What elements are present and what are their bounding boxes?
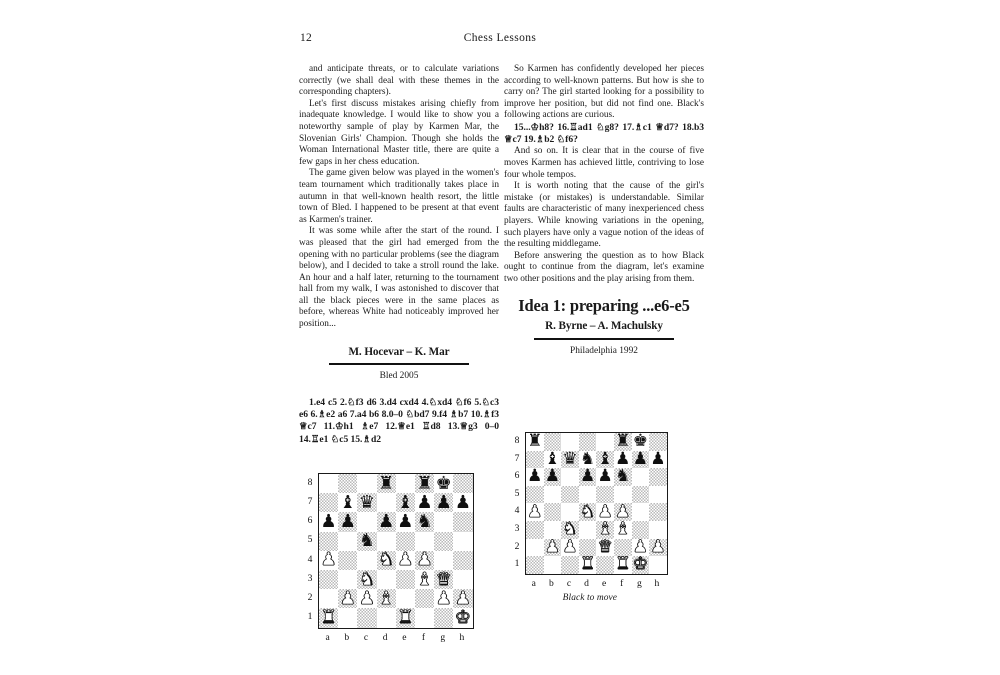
- file-label-b: b: [548, 577, 554, 589]
- square-c6: [357, 512, 376, 531]
- square-c2: [561, 539, 579, 557]
- square-f7: [415, 493, 434, 512]
- square-a4: [526, 503, 544, 521]
- square-a8: [526, 433, 544, 451]
- square-g1: [434, 608, 453, 627]
- black-pawn-h7: ♟: [650, 450, 666, 469]
- square-e6: [396, 512, 415, 531]
- black-pawn-h7: ♟: [454, 493, 471, 513]
- white-pawn-h2: ♟: [454, 589, 471, 609]
- rank-label-8: 8: [514, 435, 520, 446]
- running-head: [300, 32, 700, 48]
- square-d2: [377, 589, 396, 608]
- file-labels-left: [318, 629, 474, 642]
- square-c4: [357, 551, 376, 570]
- white-knight-d4: ♞: [579, 503, 596, 521]
- square-c8: [561, 433, 579, 451]
- black-knight-f6: ♞: [615, 468, 631, 486]
- square-g2: [434, 589, 453, 608]
- square-d6: [377, 512, 396, 531]
- chessboard-right: [525, 432, 668, 575]
- square-b1: [338, 608, 357, 627]
- rank-label-2: 2: [514, 540, 520, 552]
- square-h7: [453, 493, 472, 512]
- black-pawn-d6: ♟: [378, 512, 395, 532]
- square-g4: [434, 551, 453, 570]
- white-pawn-h2: ♟: [650, 538, 666, 557]
- square-f4: [415, 551, 434, 570]
- square-g8: [434, 474, 453, 493]
- white-pawn-f4: ♟: [615, 503, 631, 521]
- square-c6: [561, 468, 579, 486]
- rank-labels-left: [305, 473, 318, 627]
- black-pawn-g7: ♟: [435, 493, 452, 513]
- rank-label-3: 3: [307, 572, 313, 584]
- white-pawn-a4: ♟: [320, 550, 337, 570]
- square-e3: [396, 570, 415, 589]
- white-knight-c3: ♞: [358, 569, 376, 590]
- square-d8: [579, 433, 597, 451]
- square-h4: [453, 551, 472, 570]
- white-pawn-f4: ♟: [416, 550, 433, 570]
- black-rook-f8: ♜: [416, 474, 433, 494]
- square-b8: [338, 474, 357, 493]
- paragraph: The game given below was played in the women's team tournament which traditionally takes place in autumn in that well-known health resort, the little town of Bled. I happened to be present at that event as Karmen's trainer.: [299, 168, 499, 225]
- game-players-left: M. Hocevar – K. Mar: [348, 345, 450, 358]
- black-knight-d7: ♞: [579, 450, 596, 469]
- black-rook-d8: ♜: [378, 474, 395, 494]
- square-h1: [453, 608, 472, 627]
- file-label-d: d: [584, 577, 589, 589]
- square-b2: [544, 539, 562, 557]
- square-g2: [632, 539, 650, 557]
- white-knight-d4: ♞: [378, 550, 395, 570]
- square-c3: [561, 521, 579, 539]
- square-b2: [338, 589, 357, 608]
- white-bishop-f3: ♝: [615, 520, 631, 539]
- file-label-h: h: [459, 631, 465, 643]
- square-g8: [632, 433, 650, 451]
- black-bishop-e7: ♝: [597, 450, 613, 469]
- black-queen-c7: ♛: [358, 493, 376, 513]
- square-g7: [434, 493, 453, 512]
- paragraph: It is worth noting that the cause of the girl's mistake (or mistakes) is understandable. Similar faults are characteristic of many inexperienced chess players. While knowing variations in the opening, such players have only a vague notion of the ideas of the resulting middlegame.: [504, 181, 704, 250]
- move-list-left: 1.e4 c5 2.♘f3 d6 3.d4 cxd4 4.♘xd4 ♘f6 5.♘c3 e6 6.♗e2 a6 7.a4 b6 8.0–0 ♘bd7 9.f4 ♗b7 10.♗f3 ♕c7 11.♔h1 ♗e7 12.♕e1 ♖d8 13.♕g3 0–0 14.♖e1 ♘c5 15.♗d2: [299, 397, 499, 445]
- square-b8: [544, 433, 562, 451]
- square-c1: [561, 556, 579, 574]
- square-d3: [579, 521, 597, 539]
- white-queen-e2: ♛: [597, 538, 613, 557]
- white-bishop-d2: ♝: [378, 589, 395, 609]
- square-b7: [338, 493, 357, 512]
- white-king-h1: ♚: [454, 608, 471, 628]
- rank-label-8: 8: [307, 476, 313, 488]
- square-g1: [632, 556, 650, 574]
- rank-label-6: 6: [307, 515, 313, 527]
- square-a3: [526, 521, 544, 539]
- square-h3: [453, 570, 472, 589]
- rank-label-4: 4: [307, 553, 313, 565]
- square-h2: [453, 589, 472, 608]
- square-h8: [649, 433, 667, 451]
- square-c7: [561, 451, 579, 469]
- file-label-a: a: [325, 631, 330, 643]
- file-labels-right: [525, 575, 668, 588]
- white-pawn-e4: ♟: [597, 503, 613, 521]
- black-rook-a8: ♜: [527, 433, 543, 451]
- move-list-right: 15...♔h8? 16.♖ad1 ♘g8? 17.♗c1 ♕d7? 18.b3 ♕c7 19.♗b2 ♘f6?: [504, 121, 704, 146]
- square-d1: [377, 608, 396, 627]
- white-bishop-f3: ♝: [416, 569, 433, 590]
- file-label-c: c: [363, 631, 369, 643]
- square-h5: [453, 532, 472, 551]
- square-f8: [614, 433, 632, 451]
- square-e2: [596, 539, 614, 557]
- square-b7: [544, 451, 562, 469]
- black-knight-f6: ♞: [416, 512, 433, 532]
- game-event-left: Bled 2005: [379, 371, 419, 382]
- square-h7: [649, 451, 667, 469]
- black-rook-f8: ♜: [615, 433, 631, 451]
- square-d5: [377, 532, 396, 551]
- square-c7: [357, 493, 376, 512]
- square-c3: [357, 570, 376, 589]
- paragraph: It was some while after the start of the round. I was pleased that the girl had emerged from the opening with no particular problems (see the diagram below), and I decided to take a stroll round the lake. An hour and a half later, returning to the tournament hall from my walk, I was astonished to discover that all the black pieces were in the same places as before, whereas White had noticeably improved her position...: [299, 226, 499, 330]
- file-label-d: d: [382, 631, 388, 643]
- rank-label-6: 6: [514, 470, 520, 482]
- square-b6: [544, 468, 562, 486]
- square-a1: [319, 608, 338, 627]
- square-e4: [396, 551, 415, 570]
- square-h5: [649, 486, 667, 504]
- square-a5: [319, 532, 338, 551]
- idea-heading: Idea 1: preparing ...e6-e5: [518, 295, 690, 315]
- square-e1: [396, 608, 415, 627]
- black-bishop-b7: ♝: [544, 450, 561, 469]
- rank-label-1: 1: [307, 611, 313, 623]
- white-pawn-g2: ♟: [632, 538, 648, 557]
- game-event-right: Philadelphia 1992: [570, 345, 638, 356]
- file-label-g: g: [440, 631, 446, 643]
- black-pawn-a6: ♟: [320, 512, 337, 532]
- square-b5: [544, 486, 562, 504]
- square-h1: [649, 556, 667, 574]
- file-label-g: g: [636, 577, 642, 589]
- chessboard-left: [318, 473, 474, 629]
- black-king-g8: ♚: [632, 433, 648, 451]
- square-e5: [596, 486, 614, 504]
- square-e7: [596, 451, 614, 469]
- file-label-f: f: [620, 577, 624, 589]
- square-g6: [632, 468, 650, 486]
- square-e2: [396, 589, 415, 608]
- square-e5: [396, 532, 415, 551]
- square-h4: [649, 503, 667, 521]
- square-a8: [319, 474, 338, 493]
- paragraph: So Karmen has confidently developed her pieces according to well-known patterns. But how is she to carry on? The girl started looking for a possibility to improve her position, but did not find one. Black's following actions are curious.: [504, 64, 704, 121]
- square-d2: [579, 539, 597, 557]
- square-h6: [649, 468, 667, 486]
- running-title: Chess Lessons: [463, 32, 537, 44]
- white-pawn-b2: ♟: [339, 589, 356, 609]
- black-king-g8: ♚: [435, 474, 452, 494]
- square-d8: [377, 474, 396, 493]
- square-d1: [579, 556, 597, 574]
- rank-labels-right: [512, 432, 525, 573]
- black-pawn-a6: ♟: [527, 468, 543, 486]
- black-pawn-f7: ♟: [416, 493, 433, 513]
- square-a7: [526, 451, 544, 469]
- game-players-right: R. Byrne – A. Machulsky: [545, 320, 663, 333]
- black-pawn-f7: ♟: [615, 450, 631, 469]
- rank-label-5: 5: [307, 534, 313, 546]
- white-rook-f1: ♜: [615, 556, 631, 574]
- square-g5: [434, 532, 453, 551]
- square-a1: [526, 556, 544, 574]
- square-a5: [526, 486, 544, 504]
- square-d6: [579, 468, 597, 486]
- square-c1: [357, 608, 376, 627]
- rank-label-3: 3: [514, 522, 520, 534]
- square-e7: [396, 493, 415, 512]
- square-f8: [415, 474, 434, 493]
- white-pawn-e4: ♟: [397, 550, 414, 570]
- square-d4: [377, 551, 396, 570]
- square-d7: [579, 451, 597, 469]
- paragraph: Let's first discuss mistakes arising chiefly from inadequate knowledge. I would like to show you a noteworthy sample of play by Karmen Mar, the Slovenian Girls' Champion. Though she holds the Woman International Master title, there are quite a few gaps in her chess education.: [299, 98, 499, 167]
- file-label-f: f: [421, 631, 426, 643]
- white-rook-a1: ♜: [320, 608, 337, 628]
- square-d4: [579, 503, 597, 521]
- file-label-e: e: [402, 631, 407, 643]
- square-f5: [415, 532, 434, 551]
- rank-label-5: 5: [514, 487, 520, 499]
- black-queen-c7: ♛: [562, 450, 578, 469]
- rank-label-4: 4: [514, 505, 520, 517]
- square-h3: [649, 521, 667, 539]
- square-g6: [434, 512, 453, 531]
- square-f1: [614, 556, 632, 574]
- square-e4: [596, 503, 614, 521]
- paragraph: and anticipate threats, or to calculate variations correctly (we shall deal with these themes in the corresponding chapters).: [299, 64, 499, 98]
- square-b4: [544, 503, 562, 521]
- square-b3: [338, 570, 357, 589]
- square-c5: [357, 532, 376, 551]
- rank-label-1: 1: [514, 558, 520, 570]
- square-f2: [415, 589, 434, 608]
- square-g7: [632, 451, 650, 469]
- square-h2: [649, 539, 667, 557]
- square-h8: [453, 474, 472, 493]
- page-number: 12: [300, 32, 312, 44]
- square-b4: [338, 551, 357, 570]
- square-b6: [338, 512, 357, 531]
- chess-diagram-right: [512, 432, 668, 603]
- square-f7: [614, 451, 632, 469]
- square-e1: [596, 556, 614, 574]
- black-pawn-d6: ♟: [579, 468, 596, 486]
- square-f6: [614, 468, 632, 486]
- white-pawn-a4: ♟: [527, 503, 543, 521]
- white-rook-e1: ♜: [397, 608, 414, 628]
- white-rook-d1: ♜: [579, 556, 596, 574]
- square-g3: [632, 521, 650, 539]
- square-c2: [357, 589, 376, 608]
- square-f1: [415, 608, 434, 627]
- black-bishop-e7: ♝: [397, 493, 414, 513]
- square-a2: [526, 539, 544, 557]
- rank-label-2: 2: [307, 591, 313, 603]
- square-e3: [596, 521, 614, 539]
- square-h6: [453, 512, 472, 531]
- white-queen-g3: ♛: [435, 569, 452, 590]
- square-e8: [396, 474, 415, 493]
- rank-label-7: 7: [307, 495, 313, 507]
- black-pawn-b6: ♟: [339, 512, 356, 532]
- black-pawn-e6: ♟: [397, 512, 414, 532]
- square-g3: [434, 570, 453, 589]
- paragraph: Before answering the question as to how Black ought to continue from the diagram, let's examine two other positions and the play arising from them.: [504, 250, 704, 284]
- square-a3: [319, 570, 338, 589]
- square-d7: [377, 493, 396, 512]
- square-e6: [596, 468, 614, 486]
- square-b3: [544, 521, 562, 539]
- black-knight-c5: ♞: [358, 531, 376, 551]
- square-a7: [319, 493, 338, 512]
- square-f4: [614, 503, 632, 521]
- square-b1: [544, 556, 562, 574]
- file-label-h: h: [654, 577, 660, 589]
- white-bishop-e3: ♝: [597, 520, 613, 539]
- square-a4: [319, 551, 338, 570]
- square-a6: [319, 512, 338, 531]
- white-pawn-c2: ♟: [562, 538, 578, 557]
- square-c4: [561, 503, 579, 521]
- file-label-c: c: [566, 577, 572, 589]
- square-a2: [319, 589, 338, 608]
- white-king-g1: ♚: [632, 556, 648, 574]
- black-bishop-b7: ♝: [339, 493, 356, 513]
- left-text-column: [299, 64, 499, 446]
- white-knight-c3: ♞: [562, 520, 578, 539]
- square-f3: [415, 570, 434, 589]
- black-pawn-b6: ♟: [544, 468, 561, 486]
- white-pawn-g2: ♟: [435, 589, 452, 609]
- header-rule: [329, 363, 469, 365]
- white-pawn-c2: ♟: [358, 589, 376, 609]
- square-g4: [632, 503, 650, 521]
- square-f6: [415, 512, 434, 531]
- right-text-column: [504, 64, 704, 357]
- square-b5: [338, 532, 357, 551]
- square-f3: [614, 521, 632, 539]
- header-rule: [534, 338, 674, 340]
- square-f5: [614, 486, 632, 504]
- black-pawn-g7: ♟: [632, 450, 648, 469]
- file-label-a: a: [531, 577, 536, 589]
- square-c5: [561, 486, 579, 504]
- square-d5: [579, 486, 597, 504]
- square-d3: [377, 570, 396, 589]
- file-label-e: e: [602, 577, 607, 589]
- diagram-caption-right: Black to move: [562, 592, 618, 603]
- white-pawn-b2: ♟: [544, 538, 561, 557]
- rank-label-7: 7: [514, 452, 520, 464]
- square-e8: [596, 433, 614, 451]
- paragraph: And so on. It is clear that in the course of five moves Karmen has achieved little, contriving to lose four whole tempos.: [504, 146, 704, 180]
- square-g5: [632, 486, 650, 504]
- chess-diagram-left: [305, 473, 474, 642]
- square-c8: [357, 474, 376, 493]
- black-pawn-e6: ♟: [597, 468, 613, 486]
- square-f2: [614, 539, 632, 557]
- file-label-b: b: [344, 631, 350, 643]
- square-a6: [526, 468, 544, 486]
